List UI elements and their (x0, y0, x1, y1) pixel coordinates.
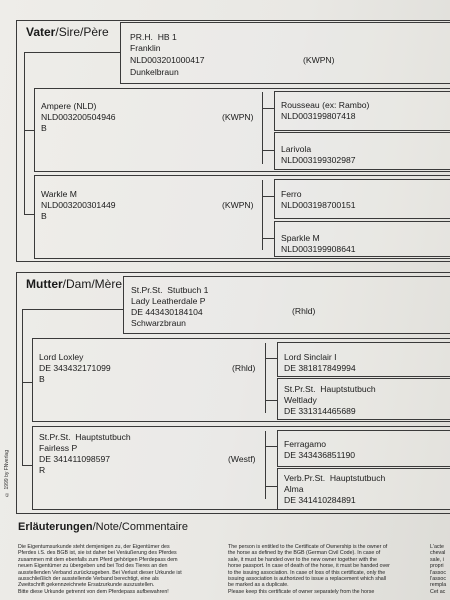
sire-gp4-name: Sparkle M (281, 233, 320, 243)
copyright-note: © 1999 by FNverlag (4, 450, 10, 497)
dam-gp3-name: Ferragamo (284, 439, 327, 449)
dam-connector (265, 343, 266, 413)
dam-main-line1: St.Pr.St. Stutbuch 1 (131, 285, 209, 295)
dam-connector (22, 309, 123, 310)
sire-parent2-studbook: (KWPN) (222, 200, 254, 210)
dam-parent1-color: B (39, 374, 45, 384)
dam-connector (22, 465, 32, 466)
sire-main-reg: NLD003201000417 (130, 55, 205, 65)
dam-connector (265, 400, 277, 401)
sire-main-name: Franklin (130, 43, 161, 53)
sire-connector (262, 180, 263, 250)
sire-connector (262, 108, 274, 109)
sire-heading: Vater/Sire/Père (26, 25, 109, 39)
sire-gp1-reg: NLD003199807418 (281, 111, 356, 121)
sire-gp3-reg: NLD003198700151 (281, 200, 356, 210)
dam-gp2-line1: St.Pr.St. Hauptstutbuch (284, 384, 376, 394)
sire-main-studbook: (KWPN) (303, 55, 335, 65)
dam-main-studbook: (Rhld) (292, 306, 316, 316)
dam-connector (265, 446, 277, 447)
dam-connector (265, 486, 277, 487)
dam-main-color: Schwarzbraun (131, 318, 186, 328)
dam-parent1-reg: DE 343432171099 (39, 363, 111, 373)
explanation-english: The person is entitled to the Certificate of Ownership is the owner of the horse as defined by the BGB (German Civil Code). In case of sale, it must be handed over to the new owner together with the horse passport. In case of death of the horse, it must be handed over to the issuing association. In case of loss of this certificate, only the issuing association is authorized to issue a replacement which shall be marked as a duplicate. Please keep this certificate of owner separately from the horse (228, 544, 390, 595)
dam-gp4-line1: Verb.Pr.St. Hauptstutbuch (284, 473, 386, 483)
sire-connector (262, 92, 263, 164)
dam-parent2-color: R (39, 465, 46, 475)
dam-connector (22, 309, 23, 466)
sire-connector (262, 238, 274, 239)
dam-connector (265, 431, 266, 499)
dam-gp2-reg: DE 331314465689 (284, 406, 356, 416)
sire-gp4-reg: NLD003199908641 (281, 244, 356, 254)
sire-connector (24, 214, 34, 215)
sire-connector (262, 150, 274, 151)
dam-parent2-studbook: (Westf) (228, 454, 256, 464)
dam-parent2-reg: DE 341411098597 (39, 454, 111, 464)
dam-parent1-studbook: (Rhld) (232, 363, 256, 373)
sire-parent2-reg: NLD003200301449 (41, 200, 116, 210)
dam-heading: Mutter/Dam/Mère (26, 277, 123, 291)
dam-parent2-line1: St.Pr.St. Hauptstutbuch (39, 432, 131, 442)
sire-parent2-color: B (41, 211, 47, 221)
sire-main-color: Dunkelbraun (130, 67, 179, 77)
sire-parent2-name: Warkle M (41, 189, 77, 199)
explanation-french: L'acte cheval sale, i propri l'assoc l'assoc rempla Cet ac (430, 544, 447, 595)
dam-main-reg: DE 443430184104 (131, 307, 203, 317)
sire-connector (24, 52, 120, 53)
sire-parent1-studbook: (KWPN) (222, 112, 254, 122)
sire-parent1-color: B (41, 123, 47, 133)
sire-gp3-name: Ferro (281, 189, 302, 199)
sire-gp2-name: Larivola (281, 144, 312, 154)
dam-gp1-name: Lord Sinclair I (284, 352, 337, 362)
sire-parent1-name: Ampere (NLD) (41, 101, 97, 111)
sire-gp1-name: Rousseau (ex: Rambo) (281, 100, 370, 110)
dam-gp4-reg: DE 341410284891 (284, 495, 356, 505)
dam-connector (265, 358, 277, 359)
sire-main-line1: PR.H. HB 1 (130, 32, 177, 42)
sire-connector (24, 52, 25, 215)
dam-gp1-reg: DE 381817849994 (284, 363, 356, 373)
sire-gp2-reg: NLD003199302987 (281, 155, 356, 165)
dam-gp2-name: Weltlady (284, 395, 317, 405)
sire-parent1-reg: NLD003200504946 (41, 112, 116, 122)
dam-parent1-name: Lord Loxley (39, 352, 84, 362)
dam-main-name: Lady Leatherdale P (131, 296, 206, 306)
dam-parent2-name: Fairless P (39, 443, 78, 453)
explanation-german: Die Eigentumsurkunde steht demjenigen zu, der Eigentümer des Pferdes i.S. des BGB ist, sie ist daher bei Veräußerung des Pferdes zusammen mit dem ebenfalls zum Pferd gehörigen Pferdepass dem neuen Eigentümer zu übergeben und bei Tod des Tieres an den ausstellenden Verband zurückzugeben. Bei Verlust dieser Urkunde ist ausschließlich der ausstellende Verband berechtigt, eine als Zweitschrift gekennzeichnete Ersatzurkunde auszustellen. Bitte diese Urkunde getrennt von dem Pferdepass aufbewahren! (18, 544, 182, 595)
dam-connector (22, 382, 32, 383)
sire-connector (24, 130, 34, 131)
dam-gp4-name: Alma (284, 484, 304, 494)
explanation-heading: Erläuterungen/Note/Commentaire (18, 521, 188, 533)
dam-gp3-reg: DE 343436851190 (284, 450, 356, 460)
sire-connector (262, 196, 274, 197)
